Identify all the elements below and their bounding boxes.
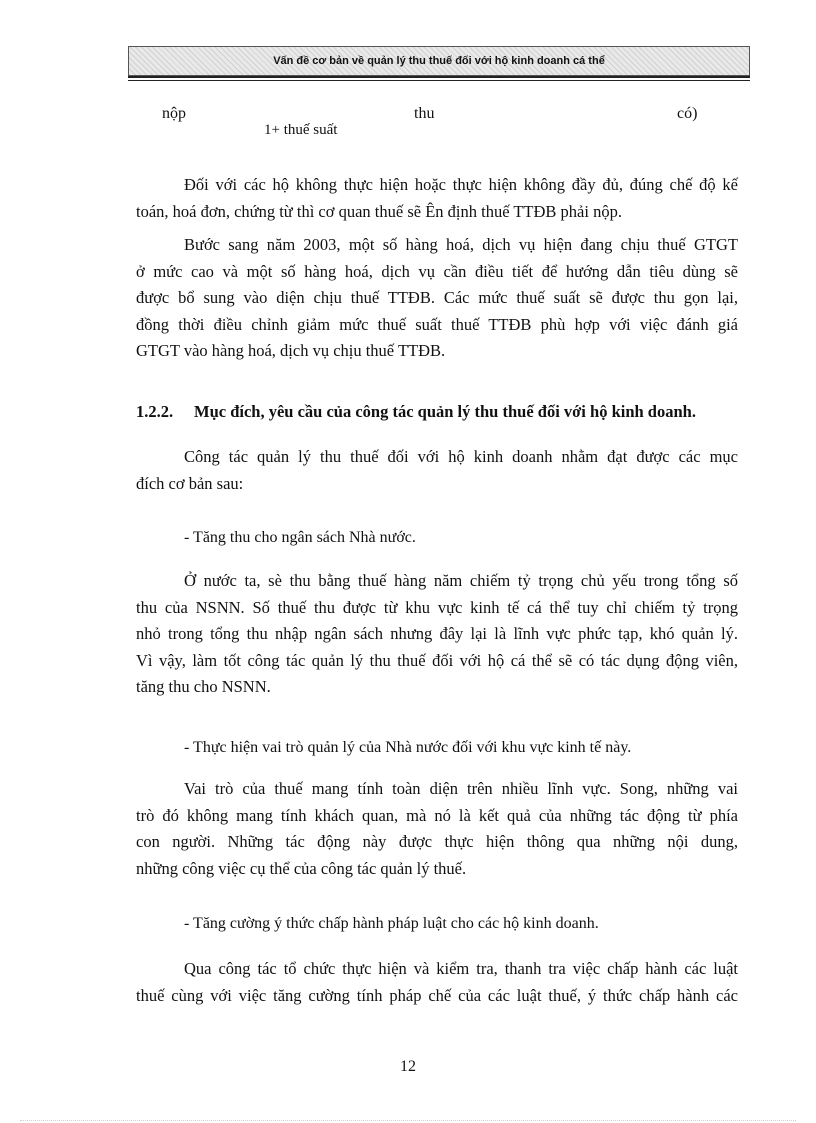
section-heading [136, 402, 696, 422]
formula-word-thu: thu [414, 105, 435, 122]
paragraph-revenue-share [136, 568, 738, 701]
paragraph-line: Qua công tác tổ chức thực hiện và kiểm tra, thanh tra việc chấp hành các luật [184, 959, 738, 978]
formula-denominator: 1+ thuế suất [264, 122, 338, 138]
header-rule-thin [128, 80, 750, 81]
paragraph-line: được bổ sung vào diện chịu thuế TTĐB. Các mức thuế suất sẽ được thu gọn lại, [136, 288, 738, 307]
paragraph-line: toán, hoá đơn, chứng từ thì cơ quan thuế sẽ Ên định thuế TTĐB phải nộp. [136, 201, 622, 221]
header-title: Vấn đề cơ bản về quản lý thu thuế đối với hộ kinh doanh cá thể [273, 55, 605, 67]
paragraph-line: GTGT vào hàng hoá, dịch vụ chịu thuế TTĐB. [136, 341, 446, 360]
paragraph-line: đích cơ bản sau: [136, 473, 244, 493]
paragraph-line: Đối với các hộ không thực hiện hoặc thực hiện không đầy đủ, đúng chế độ kế [184, 175, 738, 194]
bullet-increase-revenue: - Tăng thu cho ngân sách Nhà nước. [184, 529, 416, 546]
paragraph-objectives-intro [136, 444, 738, 497]
paragraph-line: trò đó không mang tính khách quan, mà nó là kết quả của những tác động từ phía [136, 805, 738, 825]
formula-word-nop: nộp [162, 105, 186, 122]
bullet-state-management: - Thực hiện vai trò quản lý của Nhà nước đối với khu vực kinh tế này. [184, 739, 632, 756]
page-bottom-border [20, 1120, 796, 1121]
paragraph-line: Vai trò của thuế mang tính toàn diện trên nhiều lĩnh vực. Song, những vai [184, 779, 738, 798]
paragraph-line: đồng thời điều chỉnh giảm mức thuế suất thuế TTĐB phù hợp với việc đánh giá [136, 314, 738, 334]
paragraph-line: con người. Những tác động này được thực hiện thông qua những nội dung, [136, 832, 738, 851]
paragraph-line: Vì vậy, làm tốt công tác quản lý thu thuế đối với hộ cá thể sẽ có tác dụng động viên, [136, 650, 738, 670]
paragraph-line: Ở nước ta, sè thu bằng thuế hàng năm chiếm tỷ trọng chủ yếu trong tổng số [184, 571, 738, 590]
paragraph-line: những công việc cụ thể của công tác quản lý thuế. [136, 858, 467, 878]
section-number: 1.2.2. [136, 402, 174, 421]
running-header [128, 46, 750, 76]
formula-word-co: có) [677, 105, 698, 122]
bullet-law-compliance: - Tăng cường ý thức chấp hành pháp luật cho các hộ kinh doanh. [184, 915, 599, 932]
section-title: Mục đích, yêu cầu của công tác quản lý thu thuế đối với hộ kinh doanh. [194, 402, 696, 421]
paragraph-line: tăng thu cho NSNN. [136, 677, 271, 696]
paragraph-assessed-tax [136, 172, 738, 225]
paragraph-line: ở mức cao và một số hàng hoá, dịch vụ cần điều tiết để hướng dẫn tiêu dùng sẽ [136, 261, 738, 281]
paragraph-2003-changes [136, 232, 738, 365]
paragraph-line: nhỏ trong tổng thu nhập ngân sách nhưng đây lại là lĩnh vực phức tạp, khó quản lý. [136, 624, 738, 643]
paragraph-inspection [136, 956, 738, 1009]
paragraph-line: thu của NSNN. Số thuế thu được từ khu vực kinh tế cá thể tuy chỉ chiếm tỷ trọng [136, 597, 738, 617]
page-number: 12 [400, 1058, 416, 1075]
paragraph-line: thuế cùng với việc tăng cường tính pháp chế của các luật thuế, ý thức chấp hành các [136, 985, 738, 1005]
paragraph-line: Bước sang năm 2003, một số hàng hoá, dịch vụ hiện đang chịu thuế GTGT [184, 235, 738, 254]
paragraph-line: Công tác quản lý thu thuế đối với hộ kinh doanh nhằm đạt được các mục [184, 447, 738, 466]
header-rule [128, 76, 750, 78]
paragraph-tax-role [136, 776, 738, 882]
